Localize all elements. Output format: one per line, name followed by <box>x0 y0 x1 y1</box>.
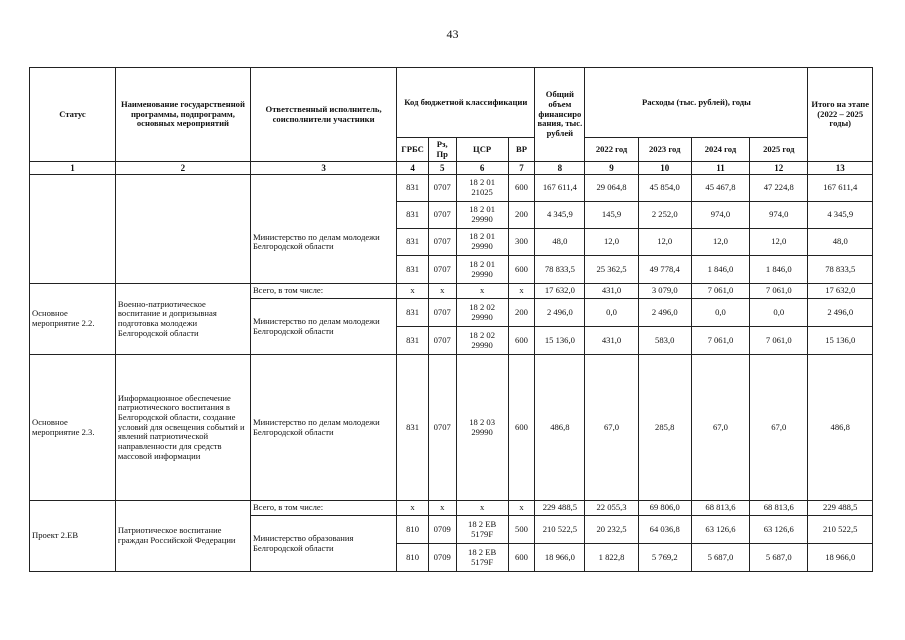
total-label-cell: Всего, в том числе: <box>250 501 396 516</box>
header-status: Статус <box>30 68 116 162</box>
header-stage-total: Итого на этапе (2022 – 2025 годы) <box>808 68 873 162</box>
y2023-cell: 49 778,4 <box>638 256 691 284</box>
vr-cell: 600 <box>508 544 535 572</box>
y2023-cell: 69 806,0 <box>638 501 691 516</box>
vr-cell: 600 <box>508 327 535 355</box>
rzpr-cell: 0707 <box>428 327 456 355</box>
stage-cell: 18 966,0 <box>808 544 873 572</box>
y2022-cell: 22 055,3 <box>585 501 638 516</box>
y2025-cell: 7 061,0 <box>750 327 808 355</box>
y2024-cell: 63 126,6 <box>691 516 749 544</box>
header-2025: 2025 год <box>750 138 808 162</box>
total-cell: 17 632,0 <box>535 284 585 299</box>
total-cell: 15 136,0 <box>535 327 585 355</box>
stage-cell: 210 522,5 <box>808 516 873 544</box>
budget-table <box>29 67 873 572</box>
rzpr-cell: 0707 <box>428 299 456 327</box>
y2022-cell: 1 822,8 <box>585 544 638 572</box>
y2024-cell: 68 813,6 <box>691 501 749 516</box>
header-row <box>30 68 873 138</box>
stage-cell: 2 496,0 <box>808 299 873 327</box>
y2023-cell: 285,8 <box>638 355 691 501</box>
y2022-cell: 67,0 <box>585 355 638 501</box>
y2023-cell: 2 496,0 <box>638 299 691 327</box>
executor-cell: Министерство по делам молодежи Белгородской области <box>250 299 396 355</box>
y2023-cell: 3 079,0 <box>638 284 691 299</box>
y2022-cell: 431,0 <box>585 284 638 299</box>
y2024-cell: 7 061,0 <box>691 327 749 355</box>
vr-cell: 200 <box>508 202 535 229</box>
header-2022: 2022 год <box>585 138 638 162</box>
stage-cell: 78 833,5 <box>808 256 873 284</box>
vr-cell: х <box>508 501 535 516</box>
vr-cell: 500 <box>508 516 535 544</box>
status-cell: Основное мероприятие 2.3. <box>30 355 116 501</box>
table-row <box>30 175 873 202</box>
csr-cell: 18 2 ЕВ 5179F <box>456 544 508 572</box>
header-2024: 2024 год <box>691 138 749 162</box>
csr-cell: 18 2 02 29990 <box>456 327 508 355</box>
executor-cell: Министерство по делам молодежи Белгородской области <box>250 355 396 501</box>
y2025-cell: 12,0 <box>750 229 808 256</box>
y2022-cell: 12,0 <box>585 229 638 256</box>
total-cell: 167 611,4 <box>535 175 585 202</box>
col-num: 10 <box>638 162 691 175</box>
stage-cell: 48,0 <box>808 229 873 256</box>
name-cell <box>115 175 250 284</box>
total-label-cell: Всего, в том числе: <box>250 284 396 299</box>
y2024-cell: 974,0 <box>691 202 749 229</box>
header-program-name: Наименование государственной программы, подпрограмм, основных мероприятий <box>115 68 250 162</box>
column-number-row <box>30 162 873 175</box>
header-budget-code: Код бюджетной классификации <box>397 68 535 138</box>
rzpr-cell: 0707 <box>428 202 456 229</box>
rzpr-cell: 0707 <box>428 175 456 202</box>
col-num: 7 <box>508 162 535 175</box>
y2024-cell: 0,0 <box>691 299 749 327</box>
grbs-cell: 831 <box>397 229 429 256</box>
grbs-cell: х <box>397 284 429 299</box>
status-cell: Проект 2.ЕВ <box>30 501 116 572</box>
col-num: 12 <box>750 162 808 175</box>
csr-cell: 18 2 01 29990 <box>456 256 508 284</box>
col-num: 13 <box>808 162 873 175</box>
csr-cell: 18 2 ЕВ 5179F <box>456 516 508 544</box>
csr-cell: х <box>456 501 508 516</box>
stage-cell: 486,8 <box>808 355 873 501</box>
vr-cell: 600 <box>508 175 535 202</box>
col-num: 11 <box>691 162 749 175</box>
stage-cell: 167 611,4 <box>808 175 873 202</box>
grbs-cell: 831 <box>397 355 429 501</box>
total-cell: 78 833,5 <box>535 256 585 284</box>
vr-cell: 300 <box>508 229 535 256</box>
y2024-cell: 1 846,0 <box>691 256 749 284</box>
grbs-cell: 831 <box>397 299 429 327</box>
y2022-cell: 29 064,8 <box>585 175 638 202</box>
total-cell: 2 496,0 <box>535 299 585 327</box>
y2023-cell: 2 252,0 <box>638 202 691 229</box>
y2022-cell: 20 232,5 <box>585 516 638 544</box>
vr-cell: 200 <box>508 299 535 327</box>
total-cell: 48,0 <box>535 229 585 256</box>
y2023-cell: 583,0 <box>638 327 691 355</box>
stage-cell: 15 136,0 <box>808 327 873 355</box>
vr-cell: х <box>508 284 535 299</box>
y2024-cell: 67,0 <box>691 355 749 501</box>
grbs-cell: 831 <box>397 327 429 355</box>
y2024-cell: 12,0 <box>691 229 749 256</box>
col-num: 3 <box>250 162 396 175</box>
col-num: 5 <box>428 162 456 175</box>
executor-cell: Министерство по делам молодежи Белгородской области <box>250 202 396 284</box>
rzpr-cell: х <box>428 284 456 299</box>
grbs-cell: 810 <box>397 544 429 572</box>
csr-cell: х <box>456 284 508 299</box>
rzpr-cell: 0709 <box>428 516 456 544</box>
grbs-cell: 831 <box>397 256 429 284</box>
total-cell: 229 488,5 <box>535 501 585 516</box>
name-cell: Патриотическое воспитание граждан Российской Федерации <box>115 501 250 572</box>
y2025-cell: 47 224,8 <box>750 175 808 202</box>
name-cell: Информационное обеспечение патриотического воспитания в Белгородской области, создание условий для освещения событий и явлений патриотической направленности для средств массовой информации <box>115 355 250 501</box>
y2025-cell: 68 813,6 <box>750 501 808 516</box>
y2025-cell: 0,0 <box>750 299 808 327</box>
table-row <box>30 284 873 299</box>
col-num: 6 <box>456 162 508 175</box>
y2025-cell: 7 061,0 <box>750 284 808 299</box>
csr-cell: 18 2 03 29990 <box>456 355 508 501</box>
table-row <box>30 355 873 501</box>
y2023-cell: 45 854,0 <box>638 175 691 202</box>
grbs-cell: 831 <box>397 175 429 202</box>
header-2023: 2023 год <box>638 138 691 162</box>
total-cell: 486,8 <box>535 355 585 501</box>
executor-cell <box>250 175 396 202</box>
y2024-cell: 5 687,0 <box>691 544 749 572</box>
col-num: 8 <box>535 162 585 175</box>
y2024-cell: 45 467,8 <box>691 175 749 202</box>
y2025-cell: 974,0 <box>750 202 808 229</box>
grbs-cell: 810 <box>397 516 429 544</box>
rzpr-cell: 0707 <box>428 256 456 284</box>
csr-cell: 18 2 01 29990 <box>456 229 508 256</box>
header-rzpr: Рз, Пр <box>428 138 456 162</box>
header-total-volume: Общий объем финансиро вания, тыс. рублей <box>535 68 585 162</box>
y2022-cell: 0,0 <box>585 299 638 327</box>
csr-cell: 18 2 01 29990 <box>456 202 508 229</box>
y2025-cell: 1 846,0 <box>750 256 808 284</box>
header-executor: Ответственный исполнитель, соисполнители участники <box>250 68 396 162</box>
vr-cell: 600 <box>508 355 535 501</box>
y2022-cell: 145,9 <box>585 202 638 229</box>
y2023-cell: 12,0 <box>638 229 691 256</box>
y2025-cell: 67,0 <box>750 355 808 501</box>
col-num: 1 <box>30 162 116 175</box>
stage-cell: 4 345,9 <box>808 202 873 229</box>
total-cell: 18 966,0 <box>535 544 585 572</box>
col-num: 9 <box>585 162 638 175</box>
status-cell: Основное мероприятие 2.2. <box>30 284 116 355</box>
rzpr-cell: х <box>428 501 456 516</box>
csr-cell: 18 2 02 29990 <box>456 299 508 327</box>
rzpr-cell: 0707 <box>428 355 456 501</box>
stage-cell: 17 632,0 <box>808 284 873 299</box>
status-cell <box>30 175 116 284</box>
grbs-cell: х <box>397 501 429 516</box>
col-num: 2 <box>115 162 250 175</box>
total-cell: 210 522,5 <box>535 516 585 544</box>
rzpr-cell: 0709 <box>428 544 456 572</box>
y2023-cell: 5 769,2 <box>638 544 691 572</box>
total-cell: 4 345,9 <box>535 202 585 229</box>
y2024-cell: 7 061,0 <box>691 284 749 299</box>
csr-cell: 18 2 01 21025 <box>456 175 508 202</box>
header-grbs: ГРБС <box>397 138 429 162</box>
header-expenses: Расходы (тыс. рублей), годы <box>585 68 808 138</box>
name-cell: Военно-патриотическое воспитание и допризывная подготовка молодежи Белгородской области <box>115 284 250 355</box>
y2022-cell: 25 362,5 <box>585 256 638 284</box>
rzpr-cell: 0707 <box>428 229 456 256</box>
y2025-cell: 5 687,0 <box>750 544 808 572</box>
vr-cell: 600 <box>508 256 535 284</box>
y2025-cell: 63 126,6 <box>750 516 808 544</box>
header-csr: ЦСР <box>456 138 508 162</box>
col-num: 4 <box>397 162 429 175</box>
y2023-cell: 64 036,8 <box>638 516 691 544</box>
header-vr: ВР <box>508 138 535 162</box>
page-number: 43 <box>446 27 459 41</box>
y2022-cell: 431,0 <box>585 327 638 355</box>
grbs-cell: 831 <box>397 202 429 229</box>
executor-cell: Министерство образования Белгородской области <box>250 516 396 572</box>
table-row <box>30 501 873 516</box>
stage-cell: 229 488,5 <box>808 501 873 516</box>
